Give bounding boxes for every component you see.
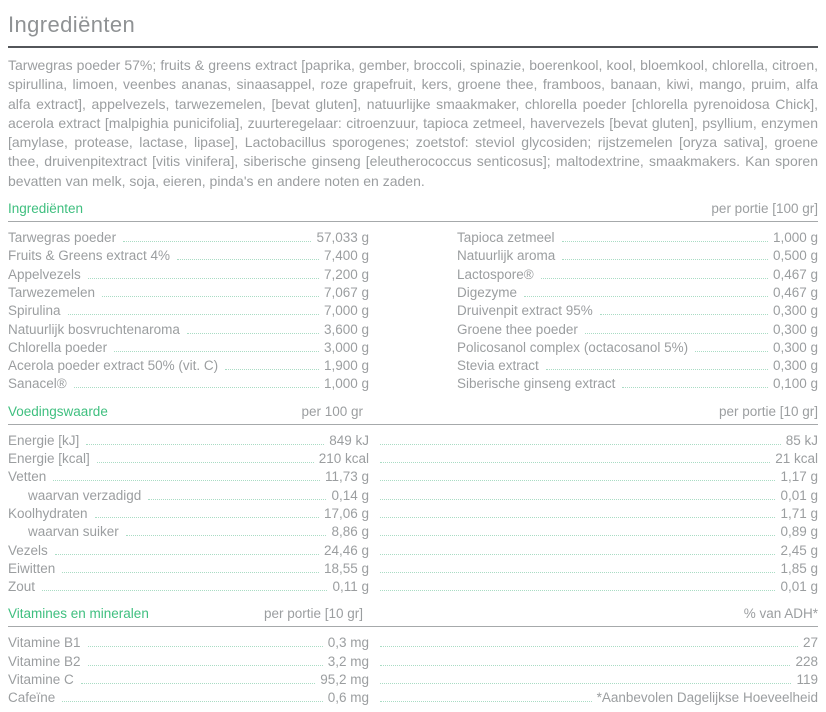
ingredient-value: 7,000 g: [323, 303, 369, 319]
ingredient-value: 0,500 g: [772, 248, 818, 264]
value-col-1: 18,55 g: [323, 560, 369, 576]
dotted-leader: [380, 646, 798, 647]
dotted-leader: [380, 554, 775, 555]
value-col-1: 0,3 mg: [327, 635, 369, 651]
ingredient-value: 7,200 g: [323, 266, 369, 282]
per-100gr-header: per 100 gr: [301, 403, 363, 419]
ingredient-value: 0,300 g: [772, 303, 818, 319]
dotted-leader: [126, 535, 327, 536]
ingredient-label: Natuurlijk aroma: [457, 248, 556, 264]
ingredient-label: Tarwezemelen: [8, 284, 96, 300]
row-right: [369, 542, 818, 560]
ingredient-label: Siberische ginseng extract: [457, 376, 616, 392]
nutrition-row: [8, 450, 818, 468]
ingredient-label: Policosanol complex (octacosanol 5%): [457, 339, 689, 355]
nutrition-label: Cafeïne: [8, 690, 56, 706]
nutrition-label: Vitamine B2: [8, 653, 81, 669]
title-divider: [8, 46, 818, 48]
row-left: [8, 505, 369, 523]
value-col-1: 849 kJ: [329, 432, 369, 448]
ingredient-label: Natuurlijk bosvruchtenaroma: [8, 321, 180, 337]
nutrition-section-title: Voedingswaarde: [8, 403, 108, 419]
dotted-leader: [380, 665, 790, 666]
value-col-1: 0,6 mg: [327, 690, 369, 706]
ingredient-row: [457, 375, 818, 393]
nutrition-label: Eiwitten: [8, 560, 56, 576]
dotted-leader: [524, 296, 768, 297]
dotted-leader: [102, 296, 319, 297]
ingredient-row: [457, 266, 818, 284]
row-left: [8, 671, 369, 689]
vitamins-per-portie-10gr-header: per portie [10 gr]: [263, 606, 363, 622]
ingredient-row: [8, 229, 369, 247]
value-col-1: 95,2 mg: [320, 672, 369, 688]
row-left: [8, 542, 369, 560]
row-right: [369, 523, 818, 541]
ingredient-label: Chlorella poeder: [8, 339, 108, 355]
dotted-leader: [68, 314, 319, 315]
nutrition-label: Zout: [8, 579, 36, 595]
dotted-leader: [88, 278, 319, 279]
section-divider: [8, 626, 818, 627]
ingredient-row: [8, 375, 369, 393]
adh-footnote: *Aanbevolen Dagelijkse Hoeveelheid: [596, 690, 818, 706]
ingredient-value: 0,467 g: [772, 266, 818, 282]
row-left: [8, 523, 369, 541]
dotted-leader: [97, 462, 314, 463]
nutrition-label: Energie [kcal]: [8, 451, 90, 467]
dotted-leader: [380, 480, 775, 481]
nutrition-row: [8, 689, 818, 707]
dotted-leader: [88, 646, 323, 647]
per-portie-10gr-header: per portie [10 gr]: [718, 403, 818, 419]
ingredient-value: 0,300 g: [772, 358, 818, 374]
value-col-1: 24,46 g: [323, 542, 369, 558]
dotted-leader: [225, 369, 319, 370]
nutrition-row: [8, 468, 818, 486]
dotted-leader: [187, 333, 319, 334]
dotted-leader: [546, 369, 768, 370]
percent-adh-header: % van ADH*: [743, 606, 818, 622]
value-col-1: 210 kcal: [318, 451, 369, 467]
dotted-leader: [62, 572, 319, 573]
ingredients-section-title: Ingrediënten: [8, 201, 84, 217]
ingredient-row: [457, 302, 818, 320]
value-col-1: 0,11 g: [332, 579, 369, 595]
nutrition-label: Koolhydraten: [8, 505, 88, 521]
section-divider: [8, 221, 818, 222]
dotted-leader: [123, 241, 311, 242]
page-title: Ingrediënten: [8, 12, 136, 37]
ingredient-row: [8, 357, 369, 375]
ingredient-label: Sanacel®: [8, 376, 67, 392]
ingredient-value: 0,467 g: [772, 284, 818, 300]
value-col-1: 8,86 g: [331, 524, 369, 540]
dotted-leader: [380, 590, 775, 591]
row-left: [8, 450, 369, 468]
row-left: [8, 578, 369, 596]
value-col-2: 1,71 g: [780, 505, 818, 521]
row-right: [369, 634, 818, 652]
nutrition-row: [8, 578, 818, 596]
nutrition-label: Vetten: [8, 469, 47, 485]
ingredient-value: 0,100 g: [772, 376, 818, 392]
nutrition-row: [8, 505, 818, 523]
ingredients-table: [8, 229, 818, 394]
row-right: [369, 671, 818, 689]
value-col-2: 85 kJ: [785, 432, 818, 448]
ingredient-row: [8, 302, 369, 320]
vitamins-section-header: [8, 605, 818, 622]
row-right: [369, 487, 818, 505]
nutrition-row: [8, 560, 818, 578]
ingredient-row: [457, 357, 818, 375]
nutrition-row: [8, 487, 818, 505]
ingredient-label: Groene thee poeder: [457, 321, 578, 337]
ingredient-value: 3,000 g: [323, 339, 369, 355]
ingredients-column-right: [457, 229, 818, 394]
dotted-leader: [177, 259, 319, 260]
ingredient-row: [8, 321, 369, 339]
row-left: [8, 468, 369, 486]
ingredient-value: 1,000 g: [772, 230, 818, 246]
dotted-leader: [695, 351, 768, 352]
row-right: [369, 689, 818, 707]
dotted-leader: [86, 444, 324, 445]
ingredient-label: Digezyme: [457, 284, 518, 300]
ingredient-value: 1,900 g: [323, 358, 369, 374]
ingredient-row: [457, 339, 818, 357]
row-right: [369, 578, 818, 596]
ingredient-label: Spirulina: [8, 303, 61, 319]
dotted-leader: [600, 314, 768, 315]
nutrition-row: [8, 634, 818, 652]
nutrition-label: Vezels: [8, 542, 48, 558]
dotted-leader: [42, 590, 327, 591]
per-portie-100gr-header: per portie [100 gr]: [711, 201, 818, 217]
row-left: [8, 487, 369, 505]
ingredient-label: Tapioca zetmeel: [457, 230, 555, 246]
value-col-1: 17,06 g: [323, 505, 369, 521]
nutrition-table: [8, 432, 818, 597]
dotted-leader: [81, 683, 315, 684]
dotted-leader: [380, 572, 775, 573]
dotted-leader: [55, 554, 319, 555]
dotted-leader: [541, 278, 768, 279]
row-left: [8, 432, 369, 450]
section-divider: [8, 424, 818, 425]
nutrition-section-header: [8, 403, 818, 420]
nutrition-row: [8, 653, 818, 671]
row-left: [8, 560, 369, 578]
ingredient-label: Druivenpit extract 95%: [457, 303, 593, 319]
ingredient-value: 3,600 g: [323, 321, 369, 337]
value-col-1: 0,14 g: [331, 487, 369, 503]
ingredient-row: [457, 247, 818, 265]
ingredient-value: 57,033 g: [316, 230, 369, 246]
ingredient-label: Lactospore®: [457, 266, 534, 282]
dotted-leader: [88, 665, 323, 666]
ingredient-label: Fruits & Greens extract 4%: [8, 248, 171, 264]
value-col-1: 11,73 g: [324, 469, 369, 485]
dotted-leader: [74, 387, 319, 388]
ingredient-row: [8, 266, 369, 284]
nutrition-label: Vitamine B1: [8, 635, 81, 651]
dotted-leader: [114, 351, 319, 352]
dotted-leader: [380, 517, 775, 518]
dotted-leader: [380, 701, 592, 702]
row-right: [369, 653, 818, 671]
row-left: [8, 653, 369, 671]
nutrition-row: [8, 542, 818, 560]
nutrition-label: Vitamine C: [8, 672, 74, 688]
dotted-leader: [380, 499, 775, 500]
value-col-2: 2,45 g: [780, 542, 818, 558]
ingredient-row: [457, 229, 818, 247]
row-left: [8, 634, 369, 652]
value-col-2: 27: [802, 635, 818, 651]
ingredient-label: Tarwegras poeder: [8, 230, 117, 246]
ingredients-column-left: [8, 229, 369, 394]
ingredient-value: 7,067 g: [323, 284, 369, 300]
vitamins-section-title: Vitamines en mineralen: [8, 606, 149, 622]
nutrition-row: [8, 671, 818, 689]
row-left: [8, 689, 369, 707]
dotted-leader: [62, 701, 322, 702]
row-right: [369, 450, 818, 468]
dotted-leader: [95, 517, 319, 518]
value-col-2: 119: [796, 672, 818, 688]
ingredient-row: [457, 321, 818, 339]
dotted-leader: [562, 241, 768, 242]
dotted-leader: [53, 480, 320, 481]
dotted-leader: [622, 387, 768, 388]
ingredient-label: Stevia extract: [457, 358, 539, 374]
ingredient-row: [8, 284, 369, 302]
dotted-leader: [380, 683, 791, 684]
dotted-leader: [380, 535, 775, 536]
ingredient-row: [8, 339, 369, 357]
value-col-2: 1,17 g: [780, 469, 818, 485]
value-col-2: 0,01 g: [780, 487, 818, 503]
ingredients-paragraph: Tarwegras poeder 57%; fruits & greens extract [paprika, gember, broccoli, spinazie, boerenkool, kool, bloemkool, chlorella, citroen, spirullina, limoen, veenbes ananas, sinaasappel, roze grapefruit, kers, groene thee, framboos, banaan, kiwi, mango, pruim, alfa alfa extract], appelvezels, tarwezemelen, [bevat gluten], natuurlijke smaakmaker, chlorella poeder [chlorella pyrenoidosa Chick], acerola extract [malpighia punicifolia], zuurteregelaar: citroenzuur, tapioca zetmeel, havervezels [bevat gluten], psyllium, enzymen [amylase, protease, lactase, lipase], Lactobacillus sporogenes; zoetstof: steviol glycosiden; rijstzemelen [oryza sativa], groene thee, druivenpitextract [vitis vinifera], siberische ginseng [eleutherococcus senticosus]; maltodextrine, smaakmakers. Kan sporen bevatten van melk, soja, eieren, pinda's en andere noten en zaden.: [8, 57, 818, 189]
ingredient-value: 7,400 g: [323, 248, 369, 264]
value-col-1: 3,2 mg: [327, 653, 369, 669]
dotted-leader: [562, 259, 768, 260]
value-col-2: 21 kcal: [775, 451, 818, 467]
nutrition-label: waarvan verzadigd: [28, 487, 142, 503]
ingredient-label: Acerola poeder extract 50% (vit. C): [8, 358, 219, 374]
ingredient-row: [8, 247, 369, 265]
value-col-2: 0,01 g: [780, 579, 818, 595]
nutrition-label: waarvan suiker: [28, 524, 119, 540]
ingredient-row: [457, 284, 818, 302]
dotted-leader: [585, 333, 768, 334]
ingredient-value: 0,300 g: [772, 339, 818, 355]
value-col-2: 0,89 g: [780, 524, 818, 540]
dotted-leader: [148, 499, 326, 500]
dotted-leader: [380, 462, 770, 463]
row-right: [369, 468, 818, 486]
ingredient-value: 0,300 g: [772, 321, 818, 337]
row-right: [369, 560, 818, 578]
ingredient-value: 1,000 g: [323, 376, 369, 392]
ingredient-label: Appelvezels: [8, 266, 81, 282]
ingredients-section-header: [8, 200, 818, 217]
dotted-leader: [380, 444, 781, 445]
nutrition-label: Energie [kJ]: [8, 432, 80, 448]
value-col-2: 1,85 g: [780, 560, 818, 576]
nutrition-row: [8, 432, 818, 450]
value-col-2: 228: [795, 653, 818, 669]
row-right: [369, 432, 818, 450]
row-right: [369, 505, 818, 523]
nutrition-row: [8, 523, 818, 541]
vitamins-table: [8, 634, 818, 707]
